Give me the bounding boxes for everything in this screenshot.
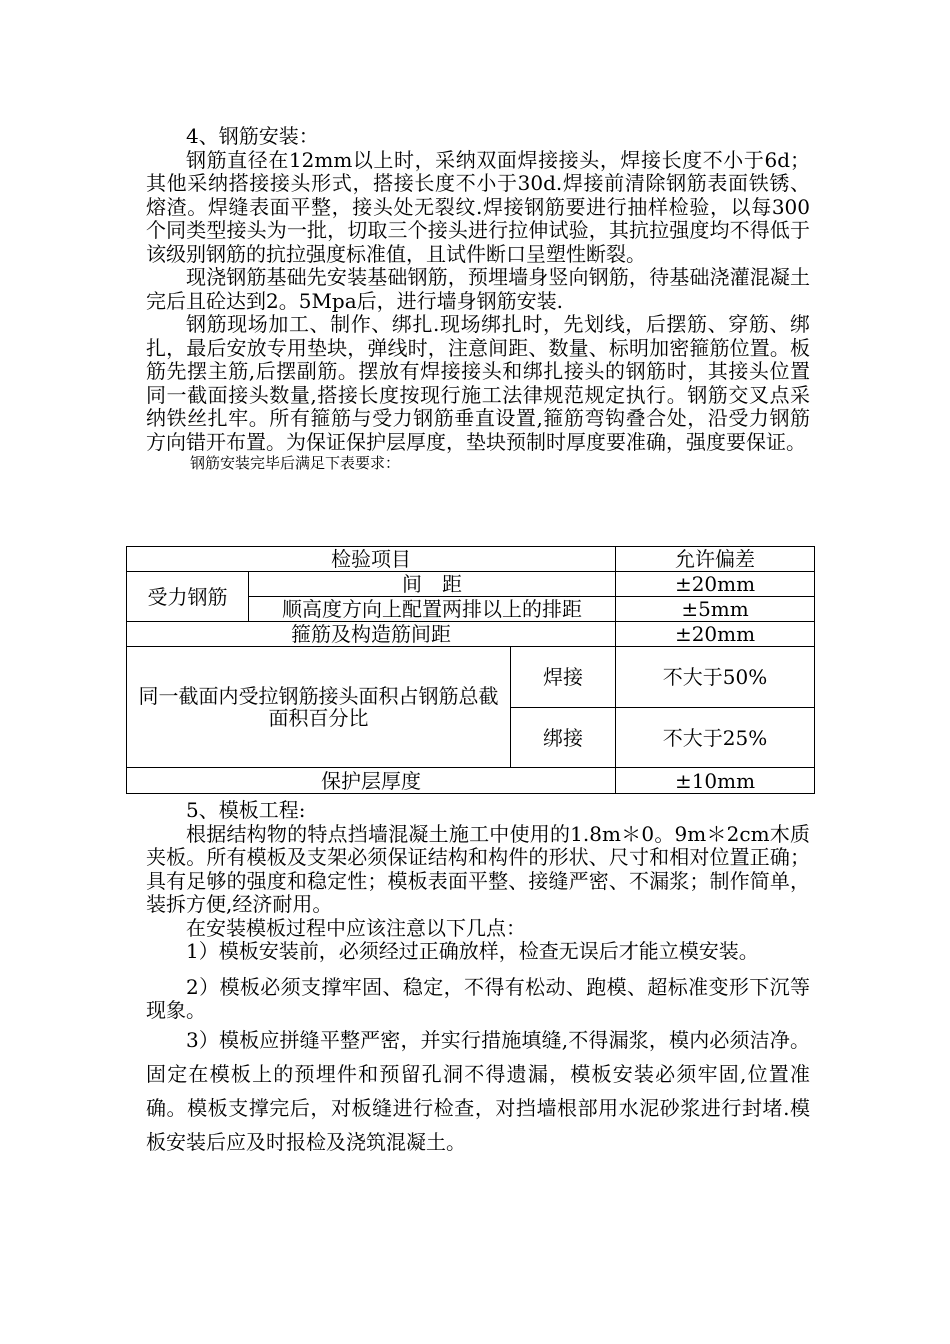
header-item: 检验项目	[127, 547, 616, 572]
row-tie: 绑接	[511, 708, 616, 768]
section-5	[146, 799, 810, 1159]
section-5-heading: 5、模板工程:	[186, 798, 306, 822]
row-row-spacing: 顺高度方向上配置两排以上的排距	[249, 597, 616, 622]
row-stirrup-spacing: 箍筋及构造筋间距	[127, 622, 616, 647]
table-row	[127, 547, 815, 572]
header-tolerance: 允许偏差	[616, 547, 815, 572]
section-4-paragraph-2: 现浇钢筋基础先安装基础钢筋，预埋墙身竖向钢筋，待基础浇灌混凝土完后且砼达到2。5Mpa后，进行墙身钢筋安装.	[146, 265, 810, 313]
row-tie-tolerance: 不大于25%	[616, 708, 815, 768]
table-row	[127, 622, 815, 647]
row-weld: 焊接	[511, 647, 616, 708]
section-5-paragraph-1: 根据结构物的特点挡墙混凝土施工中使用的1.8m＊0。9m＊2cm木质夹板。所有模板及支架必须保证结构和构件的形状、尺寸和相对位置正确；具有足够的强度和稳定性；模板表面平整、接缝严密、不漏浆；制作简单，装拆方便,经济耐用。	[146, 821, 810, 916]
section-4	[146, 125, 810, 472]
section-5-item-2: 2）模板必须支撑牢固、稳定，不得有松动、跑模、超标准变形下沉等现象。	[146, 974, 810, 1022]
section-4-heading: 4、钢筋安装：	[186, 124, 319, 148]
row-row-spacing-tolerance: ±5mm	[616, 597, 815, 622]
row-weld-tolerance: 不大于50%	[616, 647, 815, 708]
table-row	[127, 647, 815, 708]
section-5-item-1: 1）模板安装前，必须经过正确放样，检查无误后才能立模安装。	[186, 939, 759, 963]
row-cover-tolerance: ±10mm	[616, 768, 815, 794]
row-spacing-tolerance: ±20mm	[616, 572, 815, 597]
row-group-main-rebar: 受力钢筋	[127, 572, 249, 622]
spacer	[146, 964, 810, 976]
section-4-paragraph-1: 钢筋直径在12mm以上时，采纳双面焊接接头，焊接长度不小于6d；其他采纳搭接接头形式，搭接长度不小于30d.焊接前清除钢筋表面铁锈、熔渣。焊缝表面平整，接头处无裂纹.焊接钢筋要进行抽样检验，以每300个同类型接头为一批，切取三个接头进行拉伸试验，其抗拉强度均不得低于该级别钢筋的抗拉强度标准值，且试件断口呈塑性断裂。	[146, 147, 810, 266]
table-row	[127, 768, 815, 794]
tolerance-table	[126, 546, 815, 794]
section-5-item-3: 3）模板应拼缝平整严密，并实行措施填缝,不得漏浆，模内必须洁净。固定在模板上的预埋件和预留孔洞不得遗漏，模板安装必须牢固,位置准确。模板支撑完后，对板缝进行检查，对挡墙根部用水泥砂浆进行封堵.模板安装后应及时报检及浇筑混凝土。	[146, 1027, 810, 1154]
row-stirrup-tolerance: ±20mm	[616, 622, 815, 647]
row-cover-thickness: 保护层厚度	[127, 768, 616, 794]
table-note: 钢筋安装完毕后满足下表要求：	[190, 454, 401, 472]
section-5-paragraph-2: 在安装模板过程中应该注意以下几点：	[186, 915, 526, 940]
row-joint-area-ratio: 同一截面内受拉钢筋接头面积占钢筋总截面积百分比	[127, 647, 511, 768]
row-spacing: 间 距	[249, 572, 616, 597]
table-row	[127, 572, 815, 597]
section-4-paragraph-3: 钢筋现场加工、制作、绑扎.现场绑扎时，先划线，后摆筋、穿筋、绑扎，最后安放专用垫块，弹线时，注意间距、数量、标明加密箍筋位置。板筋先摆主筋,后摆副筋。摆放有焊接接头和绑扎接头的钢筋时，其接头位置同一截面接头数量,搭接长度按现行施工法律规范规定执行。钢筋交叉点采纳铁丝扎牢。所有箍筋与受力钢筋垂直设置,箍筋弯钩叠合处，沿受力钢筋方向错开布置。为保证保护层厚度，垫块预制时厚度要准确，强度要保证。	[146, 312, 810, 454]
